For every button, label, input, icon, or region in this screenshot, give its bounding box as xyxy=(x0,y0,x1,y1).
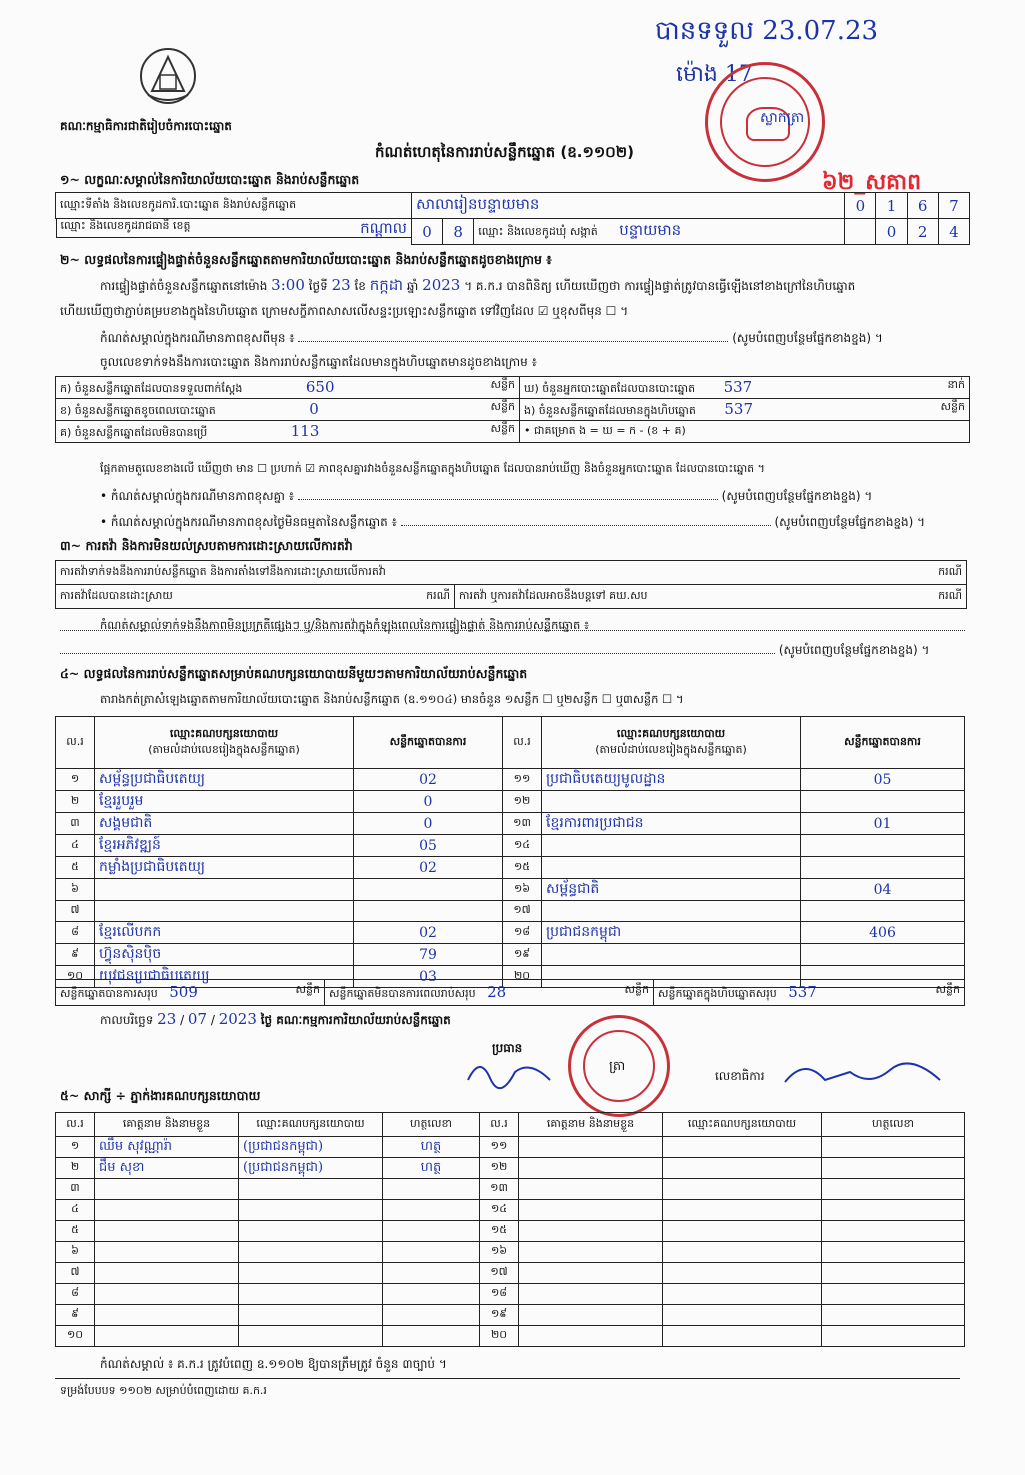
table-row xyxy=(56,1242,965,1263)
row-no: ៣ xyxy=(56,813,95,835)
table-row xyxy=(56,813,965,835)
row-no: ១២ xyxy=(503,791,542,813)
row-no: ១៤ xyxy=(503,835,542,857)
party-name: ហ៊្វុនស៊ិនប៉ិច xyxy=(95,944,354,966)
received-ballots-label: ក) ចំនួនសន្លឹកឆ្នោតដែលបានទទួលពាក់ស្តែង xyxy=(60,381,243,395)
witness-party xyxy=(239,1263,383,1284)
footnote: កំណត់សម្គាល់ ៖ គ.ក.រ ត្រូវបំពេញ ឧ.១១០២ ឱ្យបានត្រឹមត្រូវ ចំនួន ៣ច្បាប់ ។ xyxy=(100,1357,447,1371)
row-no: ២ xyxy=(56,1158,95,1179)
row-no: ១ xyxy=(56,769,95,791)
row-no: ១៦ xyxy=(480,1242,519,1263)
witness-party xyxy=(663,1158,822,1179)
party-votes xyxy=(354,901,503,922)
col-sign: ហត្ថលេខា xyxy=(383,1113,480,1137)
witness-name xyxy=(519,1221,663,1242)
row-no: ១៩ xyxy=(480,1305,519,1326)
unit-label: សន្លឹក xyxy=(490,399,515,413)
party-votes: 05 xyxy=(354,835,503,857)
col-party: ឈ្មោះគណបក្សនយោបាយ xyxy=(616,726,726,740)
party-name: ខ្មែរអភិវឌ្ឍន៍ xyxy=(95,835,354,857)
col-no: ល.រ xyxy=(503,717,542,769)
comparison-line: ផ្អែកតាមតួលេខខាងលើ ឃើញថា មាន ☐ ប្រហាក់ ☑ ភាពខុសគ្នារវាងចំនួនសន្លឹកឆ្នោតក្នុងហិបឆ្នោត ដែលបានរាប់ឃើញ និងចំនួនអ្នកបោះឆ្នោត ដែលបានបោះឆ្នោត ។ xyxy=(100,462,765,475)
station-code-digit: 1 xyxy=(876,193,907,219)
table-row xyxy=(56,922,965,944)
witness-signature xyxy=(822,1200,965,1221)
row-no: ១៣ xyxy=(503,813,542,835)
unit-label: សន្លឹក xyxy=(490,421,515,435)
party-name: សម្ព័ន្ធប្រជាធិបតេយ្យ xyxy=(95,769,354,791)
witness-party xyxy=(663,1284,822,1305)
witness-name: ជឹម សុខា xyxy=(95,1158,239,1179)
verify-year: 2023 xyxy=(422,276,461,294)
formula: • ជាគម្រោត ង = ឃ = ក - (ខ + គ) xyxy=(520,421,970,443)
voters-label: ឃ) ចំនួនអ្នកបោះឆ្នោតដែលបានបោះឆ្នោត xyxy=(524,381,696,395)
irregularity-fill-line xyxy=(60,642,929,660)
row-no: ១ xyxy=(56,1137,95,1158)
row-no: ១៥ xyxy=(480,1221,519,1242)
witness-signature xyxy=(383,1221,480,1242)
total-valid-label: សន្លឹកឆ្នោតបានការសរុប xyxy=(60,986,158,1000)
witness-signature xyxy=(383,1242,480,1263)
station-name: សាលារៀនបន្ទាយមាន xyxy=(411,193,844,219)
party-votes: 04 xyxy=(801,879,965,901)
party-name: ខ្មែរលើបកក xyxy=(95,922,354,944)
table-row xyxy=(56,1305,965,1326)
party-name: យុវជនប្រជាធិបតេយ្យ xyxy=(95,966,354,988)
unit-label: សន្លឹក xyxy=(295,982,320,996)
row-no: ១៨ xyxy=(480,1284,519,1305)
witness-signature: ហត្ថ xyxy=(383,1137,480,1158)
witness-signature xyxy=(822,1242,965,1263)
president-signature-icon xyxy=(460,1050,560,1095)
row-no: ១៥ xyxy=(503,857,542,879)
row-no: ៧ xyxy=(56,901,95,922)
row-no: ១៨ xyxy=(503,922,542,944)
party-name: កម្លាំងប្រជាធិបតេយ្យ xyxy=(95,857,354,879)
unit-label: សន្លឹក xyxy=(935,982,960,996)
witness-signature: ហត្ថ xyxy=(383,1158,480,1179)
row-no: ៥ xyxy=(56,1221,95,1242)
abnormal-bullet xyxy=(100,514,925,532)
time-note: ម៉ោង 17 xyxy=(676,62,753,87)
table-row xyxy=(56,944,965,966)
date-label: កាលបរិច្ឆេទ xyxy=(100,1013,154,1027)
party-name xyxy=(542,857,801,879)
witness-signature xyxy=(383,1200,480,1221)
witness-name xyxy=(519,1137,663,1158)
witness-name xyxy=(519,1158,663,1179)
province-code-digit: 8 xyxy=(443,219,474,245)
row-no: ៨ xyxy=(56,922,95,944)
table-row xyxy=(56,1263,965,1284)
section-4-heading: ៤~ លទ្ធផលនៃការរាប់សន្លឹកឆ្នោតសម្រាប់គណបក្សនយោបាយនីមួយៗតាមការិយាល័យរាប់សន្លឹកឆ្នោត xyxy=(60,666,528,681)
witness-party xyxy=(663,1221,822,1242)
party-votes: 02 xyxy=(354,922,503,944)
table-row xyxy=(56,1284,965,1305)
unresolved-complaints-label: ការតវ៉ា ឬការតវ៉ាដែលអាចនឹងបន្តទៅ គឃ.សប xyxy=(459,588,648,602)
witness-party xyxy=(239,1221,383,1242)
voters-value: 537 xyxy=(723,377,753,396)
party-name xyxy=(542,901,801,922)
witness-name xyxy=(95,1263,239,1284)
president-label: ប្រធាន xyxy=(492,1041,523,1055)
party-votes: 05 xyxy=(801,769,965,791)
cases-label: ករណី xyxy=(938,588,962,602)
witness-table xyxy=(55,1112,965,1347)
irregularity-note: កំណត់សម្គាល់ទាក់ទងនឹងភាពមិនប្រក្រតីផ្សេងៗ ឬ/និងការតវ៉ាក្នុងកំឡុងពេលនៃការផ្ទៀងផ្ទាត់ និងការរាប់សន្លឹកឆ្នោត ៖ xyxy=(100,618,589,632)
verification-line-1 xyxy=(100,276,855,298)
witness-party xyxy=(663,1263,822,1284)
page-title: កំណត់ហេតុនៃការរាប់សន្លឹកឆ្នោត (ឧ.១១០២) xyxy=(375,143,635,161)
row-no: ៨ xyxy=(56,1284,95,1305)
committee-seal xyxy=(568,1015,670,1117)
table-row xyxy=(56,1326,965,1347)
row-no: ១១ xyxy=(503,769,542,791)
witness-signature xyxy=(822,1305,965,1326)
witness-signature xyxy=(383,1305,480,1326)
seal-label: ស្លាកត្រា xyxy=(760,110,805,126)
row-no: ២ xyxy=(56,791,95,813)
station-table xyxy=(55,192,970,245)
verify-day: 23 xyxy=(331,276,351,294)
party-votes xyxy=(801,791,965,813)
unit-label: នាក់ xyxy=(947,377,965,391)
party-votes: 0 xyxy=(354,791,503,813)
row-no: ១៣ xyxy=(480,1179,519,1200)
witness-name xyxy=(95,1242,239,1263)
table-row xyxy=(56,1158,965,1179)
fill-hint: (សូមបំពេញបន្ថែមផ្នែកខាងខ្នង) ។ xyxy=(774,515,926,529)
total-box-value: 537 xyxy=(788,982,817,1001)
secretary-label: លេខាធិការ xyxy=(715,1069,765,1083)
verify-time: 3:00 xyxy=(271,276,305,294)
row-no: ១០ xyxy=(56,966,95,988)
verify-month-label: ខែ xyxy=(354,279,366,293)
table-row xyxy=(56,835,965,857)
received-ballots-value: 650 xyxy=(305,377,335,396)
witness-name xyxy=(95,1326,239,1347)
witness-party xyxy=(239,1284,383,1305)
table-row xyxy=(56,1179,965,1200)
party-votes xyxy=(801,944,965,966)
verification-line-2: ហើយឃើញថាភ្ជាប់គម្របខាងក្នុងនៃហិបឆ្នោត ក្រោមសក្ខីភាពសាសលើសន្ទះប្រឡោះសន្លឹកឆ្នោត ទៅវិញដែល ☑ ឬខុសពីមុន ☐ ។ xyxy=(60,304,629,318)
witness-party: (ប្រជាជនកម្ពុជា) xyxy=(239,1158,383,1179)
party-name: សង្គមជាតិ xyxy=(95,813,354,835)
row-no: ១០ xyxy=(56,1326,95,1347)
witness-party xyxy=(239,1200,383,1221)
province-code-digit: 0 xyxy=(411,219,442,245)
date-day: 23 xyxy=(157,1010,177,1028)
col-party: ឈ្មោះគណបក្សនយោបាយ xyxy=(239,1113,383,1137)
date-year: 2023 xyxy=(218,1010,257,1028)
witness-party xyxy=(663,1200,822,1221)
col-name: គោត្តនាម និងនាមខ្លួន xyxy=(95,1113,239,1137)
counts-table xyxy=(55,376,970,443)
party-votes: 02 xyxy=(354,769,503,791)
party-name xyxy=(542,791,801,813)
tally-sheet-note: តារាងកត់ត្រាសំឡេងឆ្នោតតាមការិយាល័យបោះឆ្នោត និងរាប់សន្លឹកឆ្នោត (ឧ.១១០៤) មានចំនួន ១សន្លឹក ☐ ឬ២សន្លឹក ☐ ឬ៣សន្លឹក ☐ ។ xyxy=(100,692,684,706)
unused-ballots-value: 113 xyxy=(290,421,320,440)
complaints-table xyxy=(55,560,967,609)
box-ballots-label: ង) ចំនួនសន្លឹកឆ្នោតដែលមានក្នុងហិបឆ្នោត xyxy=(524,403,696,417)
col-party-sub: (តាមលំដាប់លេខរៀងក្នុងសន្លឹកឆ្នោត) xyxy=(148,742,300,756)
difference-bullet-label: • កំណត់សម្គាល់ក្នុងករណីមានភាពខុសគ្នា ៖ xyxy=(100,489,295,503)
table-row xyxy=(56,1137,965,1158)
witness-name: ឈឹម សុវណ្ណារ៉ា xyxy=(95,1137,239,1158)
witness-name xyxy=(95,1221,239,1242)
totals-table xyxy=(55,979,965,1006)
row-no: ៣ xyxy=(56,1179,95,1200)
row-no: ៥ xyxy=(56,857,95,879)
row-no: ២០ xyxy=(480,1326,519,1347)
col-name: គោត្តនាម និងនាមខ្លួន xyxy=(519,1113,663,1137)
row-no: ១៩ xyxy=(503,944,542,966)
row-no: ១៤ xyxy=(480,1200,519,1221)
verify-text: ។ គ.ក.រ បានពិនិត្យ ហើយឃើញថា ការផ្ទៀងផ្ទាត់ត្រូវបានធ្វើឡើងនៅខាងក្រៅនៃហិបឆ្នោត xyxy=(464,279,856,293)
witness-name xyxy=(519,1200,663,1221)
section-3-heading: ៣~ ការតវ៉ា និងការមិនយល់ស្របតាមការដោះស្រាយលើការតវ៉ា xyxy=(60,538,353,553)
date-month: 07 xyxy=(187,1010,208,1028)
fill-hint: (សូមបំពេញបន្ថែមផ្នែកខាងខ្នង) ។ xyxy=(778,643,930,657)
party-votes xyxy=(801,857,965,879)
witness-signature xyxy=(822,1284,965,1305)
row-no: ៦ xyxy=(56,1242,95,1263)
row-no: ៩ xyxy=(56,1305,95,1326)
emblem-icon xyxy=(138,45,198,107)
witness-signature xyxy=(822,1137,965,1158)
row-no: ៤ xyxy=(56,1200,95,1221)
party-votes: 01 xyxy=(801,813,965,835)
witness-signature xyxy=(383,1284,480,1305)
box-ballots-value: 537 xyxy=(724,399,754,418)
party-votes: 0 xyxy=(354,813,503,835)
col-no: ល.រ xyxy=(480,1113,519,1137)
total-invalid-value: 28 xyxy=(487,982,507,1001)
difference-bullet xyxy=(100,488,872,506)
verify-day-label: ថ្ងៃទី xyxy=(308,279,328,293)
witness-name xyxy=(519,1263,663,1284)
witness-name xyxy=(519,1326,663,1347)
verify-time-label: ការផ្ទៀងផ្ទាត់ចំនួនសន្លឹកឆ្នោតនៅម៉ោង xyxy=(100,279,268,293)
row-no: ១៦ xyxy=(503,879,542,901)
org-name: គណៈកម្មាធិការជាតិរៀបចំការបោះឆ្នោត xyxy=(60,119,232,133)
verify-year-label: ឆ្នាំ xyxy=(406,279,419,293)
witness-party xyxy=(663,1326,822,1347)
difference-note-label: កំណត់សម្គាល់ក្នុងករណីមានភាពខុសពីមុន ៖ xyxy=(100,331,295,345)
col-party-sub: (តាមលំដាប់លេខរៀងក្នុងសន្លឹកឆ្នោត) xyxy=(595,742,747,756)
province-name: កណ្ដាល xyxy=(360,219,407,237)
row-no: ៤ xyxy=(56,835,95,857)
seal-text: ត្រា xyxy=(609,1059,626,1074)
section-2-heading: ២~ លទ្ធផលនៃការផ្ទៀងផ្ទាត់ចំនួនសន្លឹកឆ្នោតតាមការិយាល័យបោះឆ្នោត និងរាប់សន្លឹកឆ្នោតដូចខាងក្រោម ៖ xyxy=(60,252,552,267)
party-name xyxy=(542,944,801,966)
col-sign: ហត្ថលេខា xyxy=(822,1113,965,1137)
witness-party xyxy=(663,1305,822,1326)
unit-label: សន្លឹក xyxy=(624,982,649,996)
results-table xyxy=(55,716,965,988)
col-no: ល.រ xyxy=(56,1113,95,1137)
witness-signature xyxy=(383,1179,480,1200)
party-name: ប្រជាជនកម្ពុជា xyxy=(542,922,801,944)
witness-name xyxy=(95,1305,239,1326)
footer-form-label: ទម្រង់បែបបទ ១១០២ សម្រាប់បំពេញដោយ គ.ក.រ xyxy=(60,1384,267,1397)
witness-party xyxy=(239,1326,383,1347)
party-name xyxy=(542,835,801,857)
table-row xyxy=(56,1200,965,1221)
witness-signature xyxy=(383,1326,480,1347)
witness-party xyxy=(239,1242,383,1263)
spoiled-ballots-label: ខ) ចំនួនសន្លឹកឆ្នោតខូចពេលបោះឆ្នោត xyxy=(60,403,216,417)
commune-code-digit: 4 xyxy=(938,219,969,245)
party-name: ខ្មែររួបរួម xyxy=(95,791,354,813)
witness-party xyxy=(663,1242,822,1263)
table-row xyxy=(56,857,965,879)
unit-label: សន្លឹក xyxy=(490,377,515,391)
table-row xyxy=(56,791,965,813)
row-no: ១៧ xyxy=(503,901,542,922)
row-no: ១១ xyxy=(480,1137,519,1158)
resolved-complaints-label: ការតវ៉ាដែលបានដោះស្រាយ xyxy=(60,588,173,602)
witness-name xyxy=(519,1179,663,1200)
station-label: ឈ្មោះទីតាំង និងលេខកូដការិ.បោះឆ្នោត និងរាប់សន្លឹកឆ្នោត xyxy=(56,193,412,219)
party-votes xyxy=(801,901,965,922)
station-code-digit: 0 xyxy=(845,193,876,219)
col-party: ឈ្មោះគណបក្សនយោបាយ xyxy=(663,1113,822,1137)
commune-name: បន្ទាយមាន xyxy=(619,220,682,239)
witness-signature xyxy=(822,1263,965,1284)
cases-label: ករណី xyxy=(426,588,450,602)
party-name xyxy=(95,901,354,922)
row-no: ៩ xyxy=(56,944,95,966)
unused-ballots-label: គ) ចំនួនសន្លឹកឆ្នោតដែលមិនបានប្រើ xyxy=(60,425,208,439)
complaints-total-label: ការតវ៉ាទាក់ទងនឹងការរាប់សន្លឹកឆ្នោត និងការតាំងទៅនឹងការដោះស្រាយលើការតវ៉ា xyxy=(60,564,386,578)
cases-label: ករណី xyxy=(938,564,962,578)
witness-party: (ប្រជាជនកម្ពុជា) xyxy=(239,1137,383,1158)
witness-signature xyxy=(822,1179,965,1200)
table-row xyxy=(56,769,965,791)
spoiled-ballots-value: 0 xyxy=(309,399,319,418)
party-name: ប្រជាធិបតេយ្យមូលដ្ឋាន xyxy=(542,769,801,791)
fill-hint: (សូមបំពេញបន្ថែមផ្នែកខាងខ្នង) ។ xyxy=(721,489,873,503)
witness-party xyxy=(239,1179,383,1200)
fill-hint: (សូមបំពេញបន្ថែមផ្នែកខាងខ្នង) ។ xyxy=(732,331,883,345)
party-name: ខ្មែរការពារប្រជាជន xyxy=(542,813,801,835)
col-no: ល.រ xyxy=(56,717,95,769)
party-votes: 03 xyxy=(354,966,503,988)
witness-party xyxy=(663,1179,822,1200)
witness-signature xyxy=(822,1221,965,1242)
party-votes: 02 xyxy=(354,857,503,879)
witness-name xyxy=(519,1284,663,1305)
commune-label: ឈ្មោះ និងលេខកូដឃុំ សង្កាត់ xyxy=(478,224,598,238)
table-row xyxy=(56,879,965,901)
section-1-heading: ១~ លក្ខណៈសម្គាល់នៃការិយាល័យបោះឆ្នោត និងរាប់សន្លឹកឆ្នោត xyxy=(60,172,360,187)
party-name: សម្ព័ន្ធជាតិ xyxy=(542,879,801,901)
row-no: ១៧ xyxy=(480,1263,519,1284)
witness-name xyxy=(519,1305,663,1326)
received-note: បានទទួល 23.07.23 xyxy=(655,16,879,46)
witness-signature xyxy=(822,1326,965,1347)
row-no: ៧ xyxy=(56,1263,95,1284)
secretary-signature-icon xyxy=(780,1052,960,1097)
table-row xyxy=(56,1221,965,1242)
party-votes xyxy=(801,835,965,857)
section-5-heading: ៥~ សាក្សី ÷ ភ្នាក់ងារគណបក្សនយោបាយ xyxy=(60,1088,261,1103)
witness-party xyxy=(663,1137,822,1158)
col-votes: សន្លឹកឆ្នោតបានការ xyxy=(354,717,503,769)
commune-code-digit: 2 xyxy=(907,219,938,245)
party-name xyxy=(95,879,354,901)
difference-note xyxy=(100,330,883,348)
witness-name xyxy=(95,1179,239,1200)
abnormal-bullet-label: • កំណត់សម្គាល់ក្នុងករណីមានភាពខុសថ្ងៃមិនធម្មតានៃសន្លឹកឆ្នោត ៖ xyxy=(100,515,397,529)
row-no: ២០ xyxy=(503,966,542,988)
verify-month: កក្កដា xyxy=(369,276,404,294)
total-box-label: សន្លឹកឆ្នោតក្នុងហិបឆ្នោតសរុប xyxy=(658,986,777,1000)
col-party: ឈ្មោះគណបក្សនយោបាយ xyxy=(169,726,279,740)
red-code-label: ៦២_សគាព xyxy=(822,170,922,195)
station-code-digit: 7 xyxy=(938,193,969,219)
row-no: ៦ xyxy=(56,879,95,901)
committee-label: ថ្ងៃ គណៈកម្មការការិយាល័យរាប់សន្លឹកឆ្នោត xyxy=(260,1013,451,1027)
total-valid-value: 509 xyxy=(169,982,198,1001)
party-votes: 406 xyxy=(801,922,965,944)
counts-intro: ចូលលេខទាក់ទងនឹងការបោះឆ្នោត និងការរាប់សន្លឹកឆ្នោតដែលមានក្នុងហិបឆ្នោតមានដូចខាងក្រោម ៖ xyxy=(100,355,537,369)
station-code-digit: 6 xyxy=(907,193,938,219)
witness-signature xyxy=(822,1158,965,1179)
witness-signature xyxy=(383,1263,480,1284)
table-row xyxy=(56,901,965,922)
witness-name xyxy=(519,1242,663,1263)
col-votes: សន្លឹកឆ្នោតបានការ xyxy=(801,717,965,769)
commune-code-digit: 0 xyxy=(876,219,907,245)
witness-party xyxy=(239,1305,383,1326)
date-line: កាលបរិច្ឆេទ 23 / 07 / 2023 ថ្ងៃ គណៈកម្មការការិយាល័យរាប់សន្លឹកឆ្នោត xyxy=(100,1010,451,1028)
unit-label: សន្លឹក xyxy=(940,399,965,413)
row-no: ១២ xyxy=(480,1158,519,1179)
party-votes: 79 xyxy=(354,944,503,966)
witness-name xyxy=(95,1200,239,1221)
province-label: ឈ្មោះ និងលេខកូដរាជធានី ខេត្ត xyxy=(60,219,191,232)
total-invalid-label: សន្លឹកឆ្នោតមិនបានការពេលរាប់សរុប xyxy=(329,986,476,1000)
witness-name xyxy=(95,1284,239,1305)
party-votes xyxy=(354,879,503,901)
